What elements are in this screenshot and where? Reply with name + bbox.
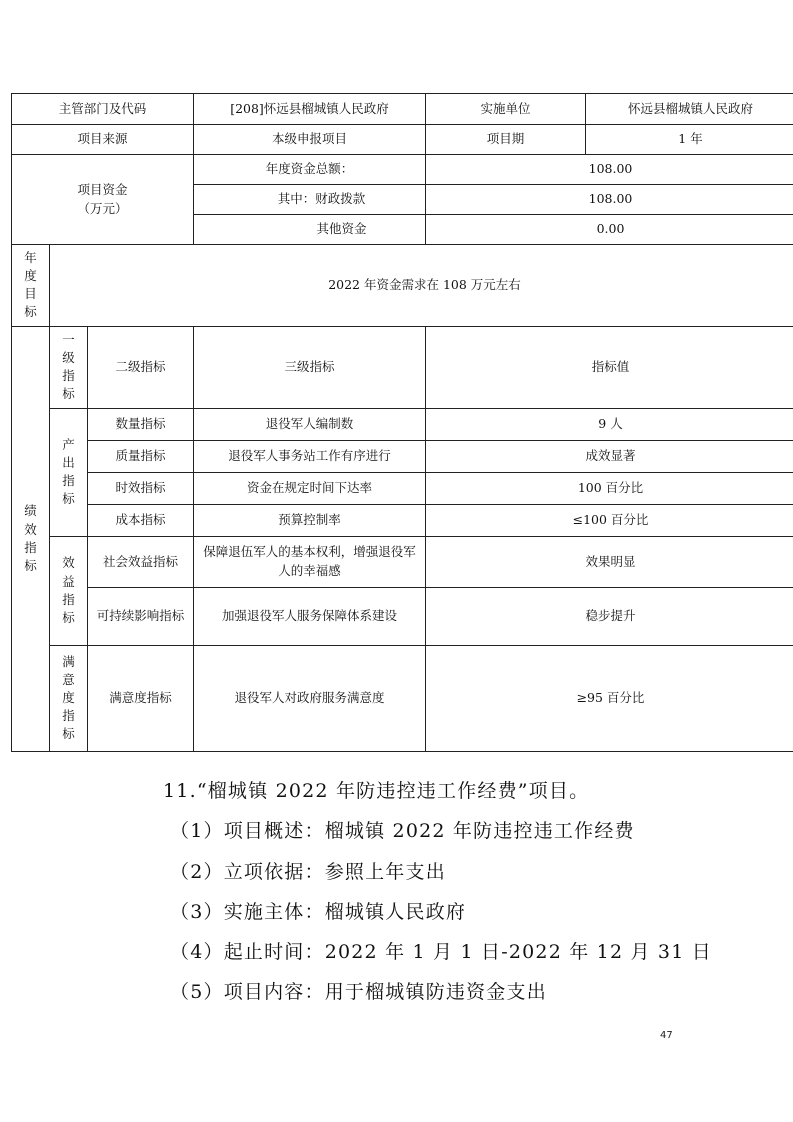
funds-label-cell [12,155,194,245]
table-row [12,125,793,155]
dept-label: 主管部门及代码 [12,94,194,125]
indicator-level2: 质量指标 [88,441,194,473]
unit-value: 怀远县榴城镇人民政府 [586,94,793,125]
indicator-level2: 满意度指标 [88,646,194,752]
indicator-level2: 可持续影响指标 [88,588,194,646]
header-level2: 二级指标 [88,327,194,409]
unit-label: 实施单位 [426,94,586,125]
output-label: 产出指标 [50,409,88,537]
satisfaction-label: 满意度指标 [50,646,88,752]
indicator-level3: 退役军人事务站工作有序进行 [194,441,426,473]
indicator-level2: 成本指标 [88,505,194,537]
perf-label: 绩效指标 [12,327,50,752]
funds-fiscal-label: 其中：财政拨款 [194,185,426,215]
indicator-level2: 时效指标 [88,473,194,505]
indicator-level3: 预算控制率 [194,505,426,537]
indicator-value: ≥95 百分比 [426,646,793,752]
indicator-value: 效果明显 [426,537,793,588]
indicator-level2: 数量指标 [88,409,194,441]
table-row [12,245,793,327]
period-label: 项目期 [426,125,586,155]
table-row [12,409,793,441]
funds-unit: （万元） [77,200,128,216]
indicator-level3: 资金在规定时间下达率 [194,473,426,505]
funds-total-label: 年度资金总额： [194,155,426,185]
goal-value: 2022 年资金需求在 108 万元左右 [50,245,793,327]
indicator-value: 稳步提升 [426,588,793,646]
table-row [12,441,793,473]
paragraph-line: （4）起止时间：2022 年 1 月 1 日-2022 年 12 月 31 日 [170,941,712,963]
source-value: 本级申报项目 [194,125,426,155]
dept-value: [208]怀远县榴城镇人民政府 [194,94,426,125]
funds-fiscal-value: 108.00 [426,185,793,215]
project-performance-table [11,93,793,752]
funds-other-value: 0.00 [426,215,793,245]
header-value: 指标值 [426,327,793,409]
table-row [12,646,793,752]
section-heading: 11.“榴城镇 2022 年防违控违工作经费”项目。 [163,780,590,802]
table-row [12,327,793,409]
indicator-value: ≤100 百分比 [426,505,793,537]
indicator-level2: 社会效益指标 [88,537,194,588]
indicator-value: 成效显著 [426,441,793,473]
paragraph-line: （2）立项依据：参照上年支出 [170,861,446,883]
paragraph-line: （5）项目内容：用于榴城镇防违资金支出 [170,981,547,1003]
funds-label: 项目资金 [77,181,128,197]
indicator-level3: 加强退役军人服务保障体系建设 [194,588,426,646]
effect-label: 效益指标 [50,537,88,646]
funds-other-label: 其他资金 [194,215,426,245]
indicator-value: 9 人 [426,409,793,441]
goal-label: 年度目标 [12,245,50,327]
table-row [12,155,793,185]
period-value: 1 年 [586,125,793,155]
page-number: 47 [660,1030,673,1041]
header-level3: 三级指标 [194,327,426,409]
table-row [12,537,793,588]
table-row [12,505,793,537]
table-row [12,94,793,125]
header-level1: 一级指标 [50,327,88,409]
indicator-level3: 退役军人编制数 [194,409,426,441]
indicator-level3: 保障退伍军人的基本权利，增强退役军人的幸福感 [194,537,426,588]
table-row [12,473,793,505]
table-row [12,588,793,646]
indicator-value: 100 百分比 [426,473,793,505]
paragraph-line: （3）实施主体：榴城镇人民政府 [170,901,467,923]
source-label: 项目来源 [12,125,194,155]
funds-total-value: 108.00 [426,155,793,185]
indicator-level3: 退役军人对政府服务满意度 [194,646,426,752]
paragraph-line: （1）项目概述：榴城镇 2022 年防违控违工作经费 [170,820,635,842]
